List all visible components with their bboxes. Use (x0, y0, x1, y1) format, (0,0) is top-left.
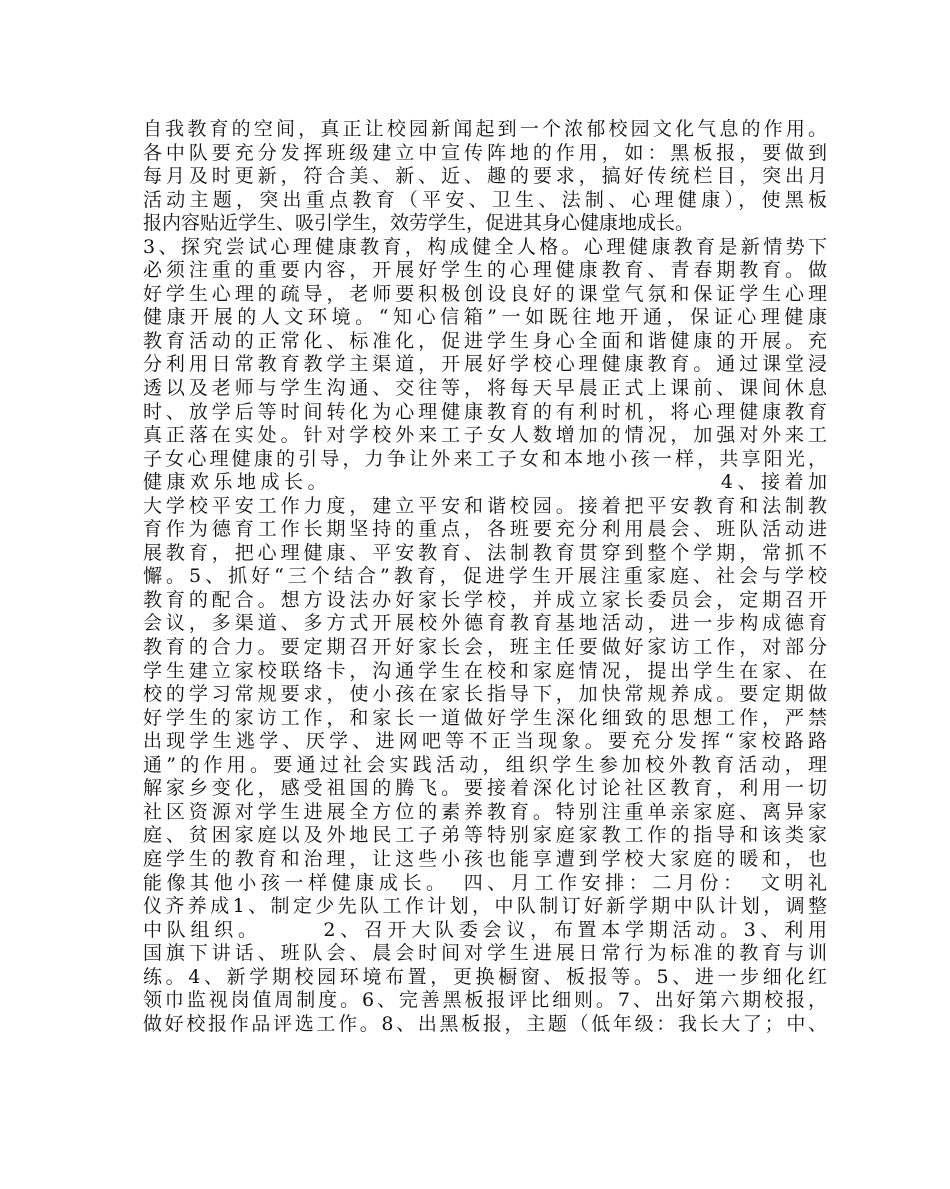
text-line: 好学生心理的疏导，老师要积极创设良好的课堂气氛和保证学生心理 (143, 282, 827, 305)
text-line: 子女心理健康的引导，力争让外来工子女和本地小孩一样，共享阳光， (143, 447, 827, 470)
text-line: 展教育，把心理健康、平安教育、法制教育贯穿到整个学期，常抓不 (143, 541, 827, 564)
text-line: 健康欢乐地成长。 4、接着加 (143, 471, 827, 494)
text-line: 做好校报作品评选工作。8、出黑板报，主题（低年级：我长大了；中、 (143, 1012, 827, 1035)
text-line: 学生建立家校联络卡，沟通学生在校和家庭情况，提出学生在家、在 (143, 659, 827, 682)
text-line: 庭学生的教育和治理，让这些小孩也能享遭到学校大家庭的暖和，也 (143, 847, 827, 870)
text-line: 教育的配合。想方设法办好家长学校，并成立家长委员会，定期召开 (143, 588, 827, 611)
text-line: 好学生的家访工作，和家长一道做好学生深化细致的思想工作，严禁 (143, 706, 827, 729)
text-line: 仪齐养成1、制定少先队工作计划，中队制订好新学期中队计划，调整 (143, 895, 827, 918)
text-line: 校的学习常规要求，使小孩在家长指导下，加快常规养成。要定期做 (143, 683, 827, 706)
text-line: 庭、贫困家庭以及外地民工子弟等特别家庭家教工作的指导和该类家 (143, 824, 827, 847)
text-line: 报内容贴近学生、吸引学生，效劳学生，促进其身心健康地成长。 (143, 212, 695, 235)
text-line: 透以及老师与学生沟通、交往等，将每天早晨正式上课前、课间休息 (143, 377, 827, 400)
text-line: 领巾监视岗值周制度。6、完善黑板报评比细则。7、出好第六期校报， (143, 989, 827, 1012)
text-line: 各中队要充分发挥班级建立中宣传阵地的作用，如：黑板报，要做到 (143, 141, 827, 164)
text-line: 会议，多渠道、多方式开展校外德育教育基地活动，进一步构成德育 (143, 612, 827, 635)
text-line: 教育的合力。要定期召开好家长会，班主任要做好家访工作，对部分 (143, 636, 827, 659)
text-line: 通”的作用。要通过社会实践活动，组织学生参加校外教育活动，理 (143, 753, 827, 776)
text-line: 分利用日常教育教学主渠道，开展好学校心理健康教育。通过课堂浸 (143, 353, 827, 376)
text-line: 健康开展的人文环境。“知心信箱”一如既往地开通，保证心理健康 (143, 306, 827, 329)
text-line: 教育活动的正常化、标准化，促进学生身心全面和谐健康的开展。充 (143, 329, 827, 352)
text-line: 中队组织。 2、召开大队委会议，布置本学期活动。3、利用 (143, 918, 827, 941)
text-line: 练。4、新学期校园环境布置，更换橱窗、板报等。5、进一步细化红 (143, 965, 827, 988)
text-line: 3、探究尝试心理健康教育，构成健全人格。心理健康教育是新情势下 (143, 235, 827, 258)
text-line: 社区资源对学生进展全方位的素养教育。特别注重单亲家庭、离异家 (143, 800, 827, 823)
text-line: 懈。5、抓好“三个结合”教育，促进学生开展注重家庭、社会与学校 (143, 565, 827, 588)
text-line: 解家乡变化，感受祖国的腾飞。要接着深化讨论社区教育，利用一切 (143, 777, 827, 800)
text-line: 真正落在实处。针对学校外来工子女人数增加的情况，加强对外来工 (143, 424, 827, 447)
text-line: 国旗下讲话、班队会、晨会时间对学生进展日常行为标准的教育与训 (143, 942, 827, 965)
text-line: 育作为德育工作长期坚持的重点，各班要充分利用晨会、班队活动进 (143, 518, 827, 541)
text-line: 大学校平安工作力度，建立平安和谐校园。接着把平安教育和法制教 (143, 494, 827, 517)
text-line: 活动主题，突出重点教育（平安、卫生、法制、心理健康），使黑板 (143, 188, 827, 211)
text-line: 出现学生逃学、厌学、进网吧等不正当现象。要充分发挥“家校路路 (143, 730, 827, 753)
text-line: 能像其他小孩一样健康成长。 四、月工作安排：二月份： 文明礼 (143, 871, 827, 894)
text-line: 时、放学后等时间转化为心理健康教育的有利时机，将心理健康教育 (143, 400, 827, 423)
text-line: 自我教育的空间，真正让校园新闻起到一个浓郁校园文化气息的作用。 (143, 118, 827, 140)
text-line: 必须注重的重要内容，开展好学生的心理健康教育、青春期教育。做 (143, 259, 827, 282)
text-line: 每月及时更新，符合美、新、近、趣的要求，搞好传统栏目，突出月 (143, 165, 827, 188)
document-body (143, 118, 827, 1036)
